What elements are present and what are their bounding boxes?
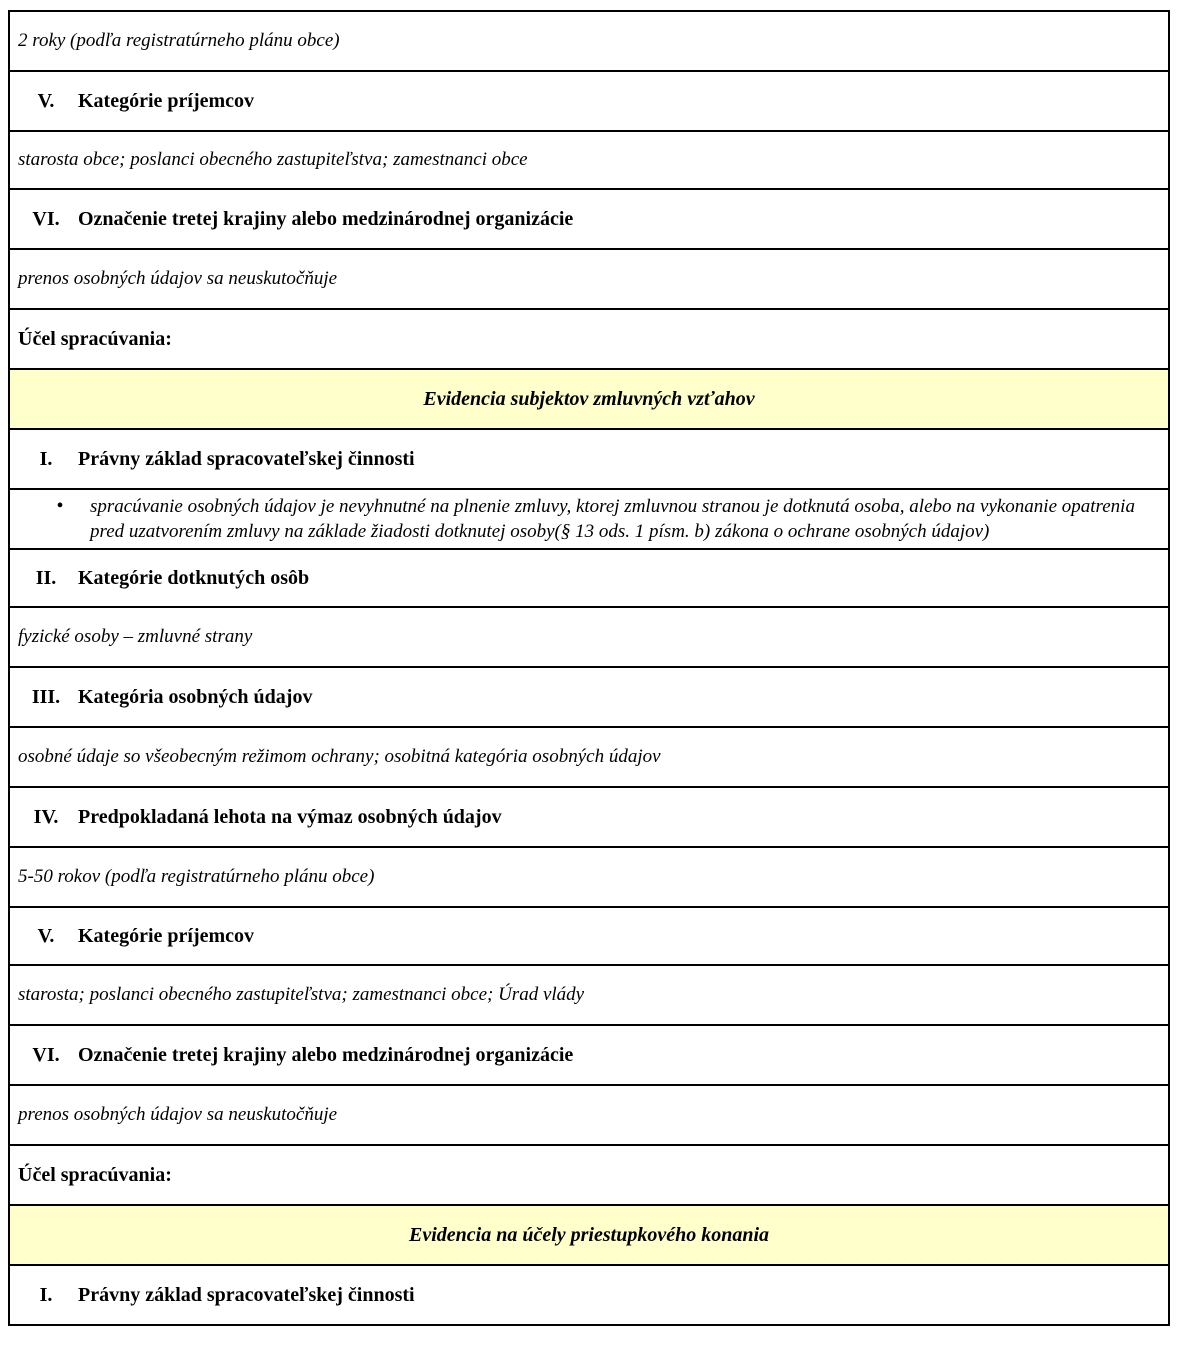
section-title: Kategórie príjemcov: [78, 924, 255, 947]
section-heading-row: [9, 907, 1169, 965]
section-heading: [9, 1025, 1169, 1085]
section-heading: [9, 667, 1169, 727]
section-heading-row: [9, 1265, 1169, 1325]
section-title: Právny základ spracovateľskej činnosti: [78, 447, 415, 470]
section-heading-row: [9, 1025, 1169, 1085]
section-title: Kategória osobných údajov: [78, 685, 313, 708]
section-title: Právny základ spracovateľskej činnosti: [78, 1283, 415, 1306]
recipients-text: starosta obce; poslanci obecného zastupiteľstva; zamestnanci obce: [9, 131, 1169, 189]
purpose-title-row: [9, 1205, 1169, 1265]
retention-row: [9, 11, 1169, 71]
transfer-text: prenos osobných údajov sa neuskutočňuje: [9, 1085, 1169, 1145]
section-heading: [9, 907, 1169, 965]
section-heading: [9, 787, 1169, 847]
bullet-item: [10, 494, 1160, 544]
recipients-row: [9, 131, 1169, 189]
data-category-row: [9, 727, 1169, 787]
section-heading-row: [9, 71, 1169, 131]
section-heading: [9, 71, 1169, 131]
section-heading-row: [9, 549, 1169, 607]
section-number: II.: [35, 566, 57, 589]
section-title: Označenie tretej krajiny alebo medzinárodnej organizácie: [78, 1043, 574, 1066]
recipients-row: [9, 965, 1169, 1025]
section-number: III.: [31, 685, 61, 708]
retention-text: 2 roky (podľa registratúrneho plánu obce): [9, 11, 1169, 71]
section-number: V.: [37, 924, 55, 947]
data-category-text: osobné údaje so všeobecným režimom ochrany; osobitná kategória osobných údajov: [9, 727, 1169, 787]
purpose-title: Evidencia subjektov zmluvných vzťahov: [9, 369, 1169, 429]
processing-records-table: [8, 10, 1170, 1326]
purpose-label-row: [9, 309, 1169, 369]
section-heading-row: [9, 667, 1169, 727]
legal-basis-text: spracúvanie osobných údajov je nevyhnutné na plnenie zmluvy, ktorej zmluvnou stranou je dotknutá osoba, alebo na vykonanie opatrenia pred uzatvorením zmluvy na základe žiadosti dotknutej osoby(§ 13 ods. 1 písm. b) zákona o ochrane osobných údajov): [90, 496, 1135, 542]
transfer-text: prenos osobných údajov sa neuskutočňuje: [9, 249, 1169, 309]
transfer-row: [9, 249, 1169, 309]
data-subjects-row: [9, 607, 1169, 667]
transfer-row: [9, 1085, 1169, 1145]
section-number: VI.: [32, 1043, 60, 1066]
purpose-label-row: [9, 1145, 1169, 1205]
purpose-title: Evidencia na účely priestupkového konania: [9, 1205, 1169, 1265]
section-heading: [9, 429, 1169, 489]
section-title: Predpokladaná lehota na výmaz osobných údajov: [78, 805, 502, 828]
section-heading: [9, 549, 1169, 607]
legal-basis-row: [9, 489, 1169, 549]
data-subjects-text: fyzické osoby – zmluvné strany: [9, 607, 1169, 667]
section-heading-row: [9, 189, 1169, 249]
retention-row: [9, 847, 1169, 907]
bullet-icon: •: [56, 495, 64, 517]
purpose-label: Účel spracúvania:: [9, 1145, 1169, 1205]
section-heading: [9, 1265, 1169, 1325]
section-number: IV.: [33, 805, 59, 828]
section-number: I.: [39, 447, 53, 470]
section-number: I.: [39, 1283, 53, 1306]
section-title: Kategórie príjemcov: [78, 89, 255, 112]
purpose-label: Účel spracúvania:: [9, 309, 1169, 369]
section-heading: [9, 189, 1169, 249]
legal-basis-cell: [9, 489, 1169, 549]
section-title: Označenie tretej krajiny alebo medzinárodnej organizácie: [78, 207, 574, 230]
section-number: VI.: [32, 207, 60, 230]
section-number: V.: [37, 89, 55, 112]
purpose-title-row: [9, 369, 1169, 429]
section-heading-row: [9, 787, 1169, 847]
section-heading-row: [9, 429, 1169, 489]
section-title: Kategórie dotknutých osôb: [78, 566, 310, 589]
recipients-text: starosta; poslanci obecného zastupiteľstva; zamestnanci obce; Úrad vlády: [9, 965, 1169, 1025]
retention-text: 5-50 rokov (podľa registratúrneho plánu obce): [9, 847, 1169, 907]
